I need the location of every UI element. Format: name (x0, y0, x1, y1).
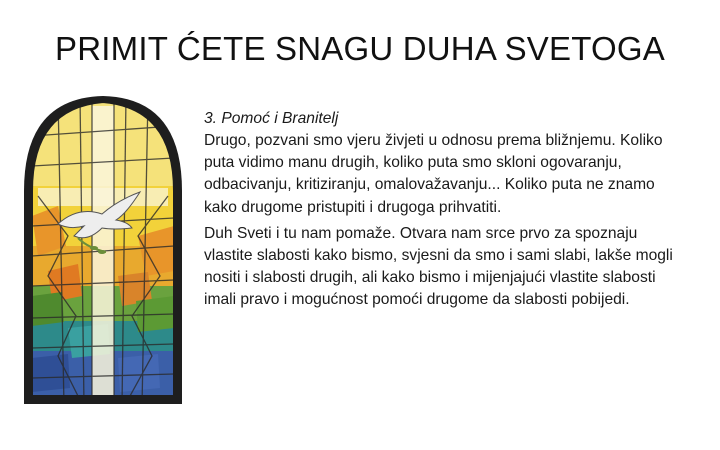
section-heading: 3. Pomoć i Branitelj (204, 110, 339, 127)
stained-glass-window-image (18, 96, 188, 406)
slide-title: PRIMIT ĆETE SNAGU DUHA SVETOGA (55, 30, 665, 67)
paragraph-1: Drugo, pozvani smo vjeru živjeti u odnosu prema bližnjemu. Koliko puta vidimo manu drugih, koliko puta smo skloni ogovaranju, odbacivanju, kritiziranju, omalovažavanju... Koliko puta ne znamo kako drugome pristupiti i drugoga prihvatiti. (204, 132, 663, 216)
paragraph-2: Duh Sveti i tu nam pomaže. Otvara nam srce prvo za spoznaju vlastite slabosti kako bismo, svjesni da smo i sami slabi, lakše mogli nositi i slabosti drugih, ali kako bismo i mijenjajući vlastite slabosti imali pravo i mogućnost pomoći drugome da slabosti pobijedi. (204, 224, 673, 309)
content-block (204, 108, 674, 315)
dove-stained-glass-icon (18, 96, 188, 406)
